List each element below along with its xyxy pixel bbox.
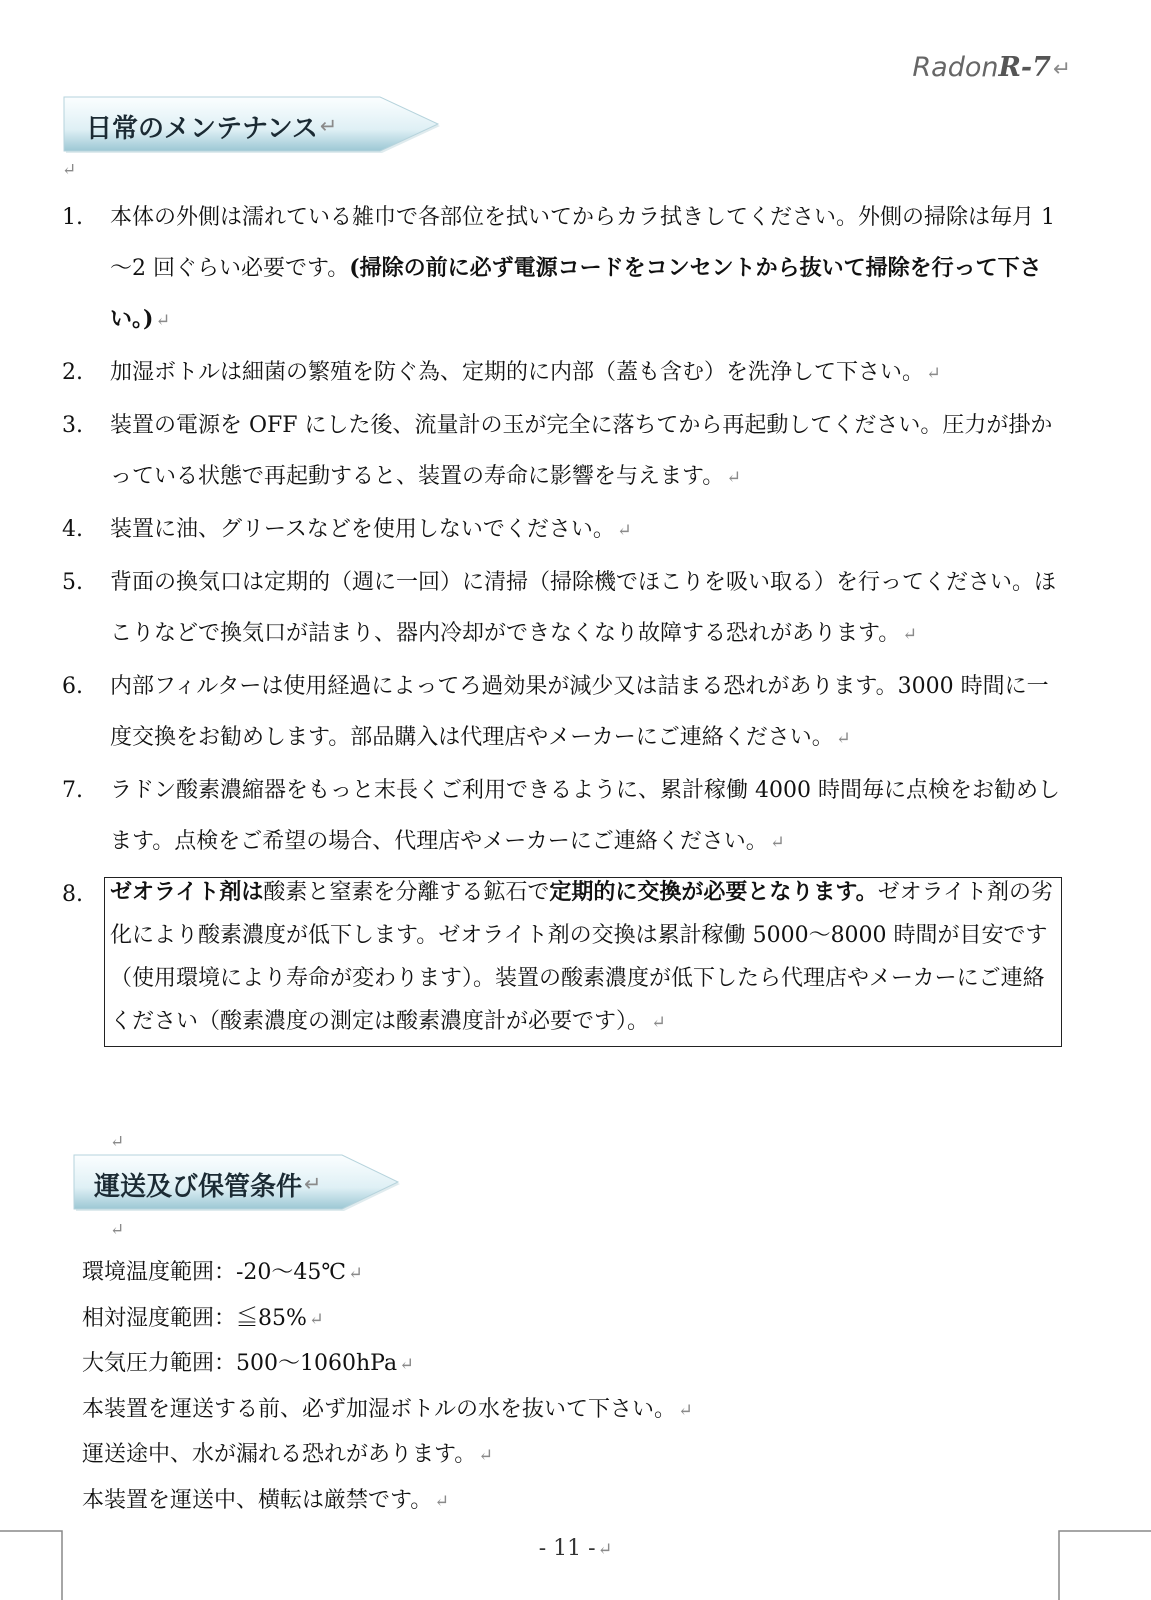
header-brand: Radon [912,52,999,83]
item-text: 装置に油、グリースなどを使用しないでください。 [110,517,615,542]
storage-title: 運送及び保管条件 [94,1171,303,1202]
list-item: 7. ラドン酸素濃縮器をもっと末長くご利用できるように、累計稼働 4000 時間毎に点検をお勧めします。点検をご希望の場合、代理店やメーカーにご連絡ください。 ↵ [62,765,1062,869]
item-number: 3. [62,413,83,438]
document-header: RadonR-7↵ [912,52,1071,83]
item-text: 背面の換気口は定期的（週に一回）に清掃（掃除機でほこりを吸い取る）を行ってください。ほこりなどで換気口が詰まり、器内冷却ができなくなり故障する恐れがあります。 [110,570,1057,646]
paragraph-mark: ↵ [110,1220,125,1240]
transport-note: 運送途中、水が漏れる恐れがあります。 ↵ [82,1442,493,1468]
item-text: 加湿ボトルは細菌の繁殖を防ぐ為、定期的に内部（蓋も含む）を洗浄して下さい。 [110,360,925,385]
item-text: 本体の外側は濡れている雑巾で各部位を拭いてからカラ拭きしてください。外側の掃除は毎月 1～2 回ぐらい必要です。 [110,205,1055,281]
item-text: 装置の電源を OFF にした後、流量計の玉が完全に落ちてから再起動してください。圧力が掛かっている状態で再起動すると、装置の寿命に影響を与えます。 [110,413,1053,489]
list-item: 5. 背面の換気口は定期的（週に一回）に清掃（掃除機でほこりを吸い取る）を行ってください。ほこりなどで換気口が詰まり、器内冷却ができなくなり故障する恐れがあります。 ↵ [62,557,1062,661]
transport-note: 本装置を運送する前、必ず加湿ボトルの水を抜いて下さい。 ↵ [82,1396,693,1422]
item-text: ラドン酸素濃縮器をもっと末長くご利用できるように、累計稼働 4000 時間毎に点検をお勧めします。点検をご希望の場合、代理店やメーカーにご連絡ください。 [110,778,1060,854]
list-item: 1. 本体の外側は濡れている雑巾で各部位を拭いてからカラ拭きしてください。外側の掃除は毎月 1～2 回ぐらい必要です。(掃除の前に必ず電源コードをコンセントから抜いて掃除を行って下さい。) ↵ [62,192,1062,347]
transport-note: 本装置を運送中、横転は厳禁です。 ↵ [82,1487,449,1513]
item-bold-replace: 定期的に交換が必要となります。 [549,879,878,905]
list-item-zeolite: 8. ゼオライト剤は酸素と窒素を分離する鉱石で定期的に交換が必要となります。ゼオライト剤の劣化により酸素濃度が低下します。ゼオライト剤の交換は累計稼働 5000～8000 時間が目安です（使用環境により寿命が変わります）。装置の酸素濃度が低下したら代理店やメーカーにご連絡ください（酸素濃度の測定は酸素濃度計が必要です）。 ↵ [62,869,1062,1045]
storage-section-banner: 運送及び保管条件 ↵ [72,1153,404,1215]
item-number: 1. [62,205,83,230]
list-item: 6. 内部フィルターは使用経過によってろ過効果が減少又は詰まる恐れがあります。3000 時間に一度交換をお勧めします。部品購入は代理店やメーカーにご連絡ください。 ↵ [62,661,1062,765]
item-number: 4. [62,517,83,542]
header-model: R-7 [998,52,1051,83]
item-text: ゼオライト剤の劣化により酸素濃度が低下します。ゼオライト剤の交換は累計稼働 5000～8000 時間が目安です（使用環境により寿命が変わります）。装置の酸素濃度が低下したら代理店やメーカーにご連絡ください（酸素濃度の測定は酸素濃度計が必要です）。 [110,880,1053,1034]
paragraph-mark: ↵ [110,1132,125,1152]
list-item: 2. 加湿ボトルは細菌の繁殖を防ぐ為、定期的に内部（蓋も含む）を洗浄して下さい。 ↵ [62,347,1062,400]
item-number: 7. [62,778,83,803]
paragraph-mark: ↵ [62,160,77,180]
list-item: 3. 装置の電源を OFF にした後、流量計の玉が完全に落ちてから再起動してください。圧力が掛かっている状態で再起動すると、装置の寿命に影響を与えます。 ↵ [62,400,1062,504]
page-number: - 11 - ↵ [538,1536,613,1561]
item-number: 2. [62,360,83,385]
item-text: 内部フィルターは使用経過によってろ過効果が減少又は詰まる恐れがあります。3000 時間に一度交換をお勧めします。部品購入は代理店やメーカーにご連絡ください。 [110,674,1049,750]
maintenance-title: 日常のメンテナンス [86,113,318,144]
humidity-range: 相対湿度範囲：≦85% ↵ [82,1305,324,1331]
maintenance-list [62,192,1062,1045]
item-number: 6. [62,674,83,699]
item-number: 5. [62,570,83,595]
item-bold-zeolite: ゼオライト剤は [110,879,264,905]
maintenance-section-banner: 日常のメンテナンス ↵ [62,95,444,157]
temperature-range: 環境温度範囲：-20～45℃ ↵ [82,1260,363,1285]
item-number: 8. [62,882,83,907]
storage-conditions [82,1251,693,1525]
list-item: 4. 装置に油、グリースなどを使用しないでください。 ↵ [62,504,1062,557]
item-warning: (掃除の前に必ず電源コードをコンセントから抜いて掃除を行って下さい。) [110,255,1042,332]
pressure-range: 大気圧力範囲：500～1060hPa ↵ [82,1351,414,1377]
